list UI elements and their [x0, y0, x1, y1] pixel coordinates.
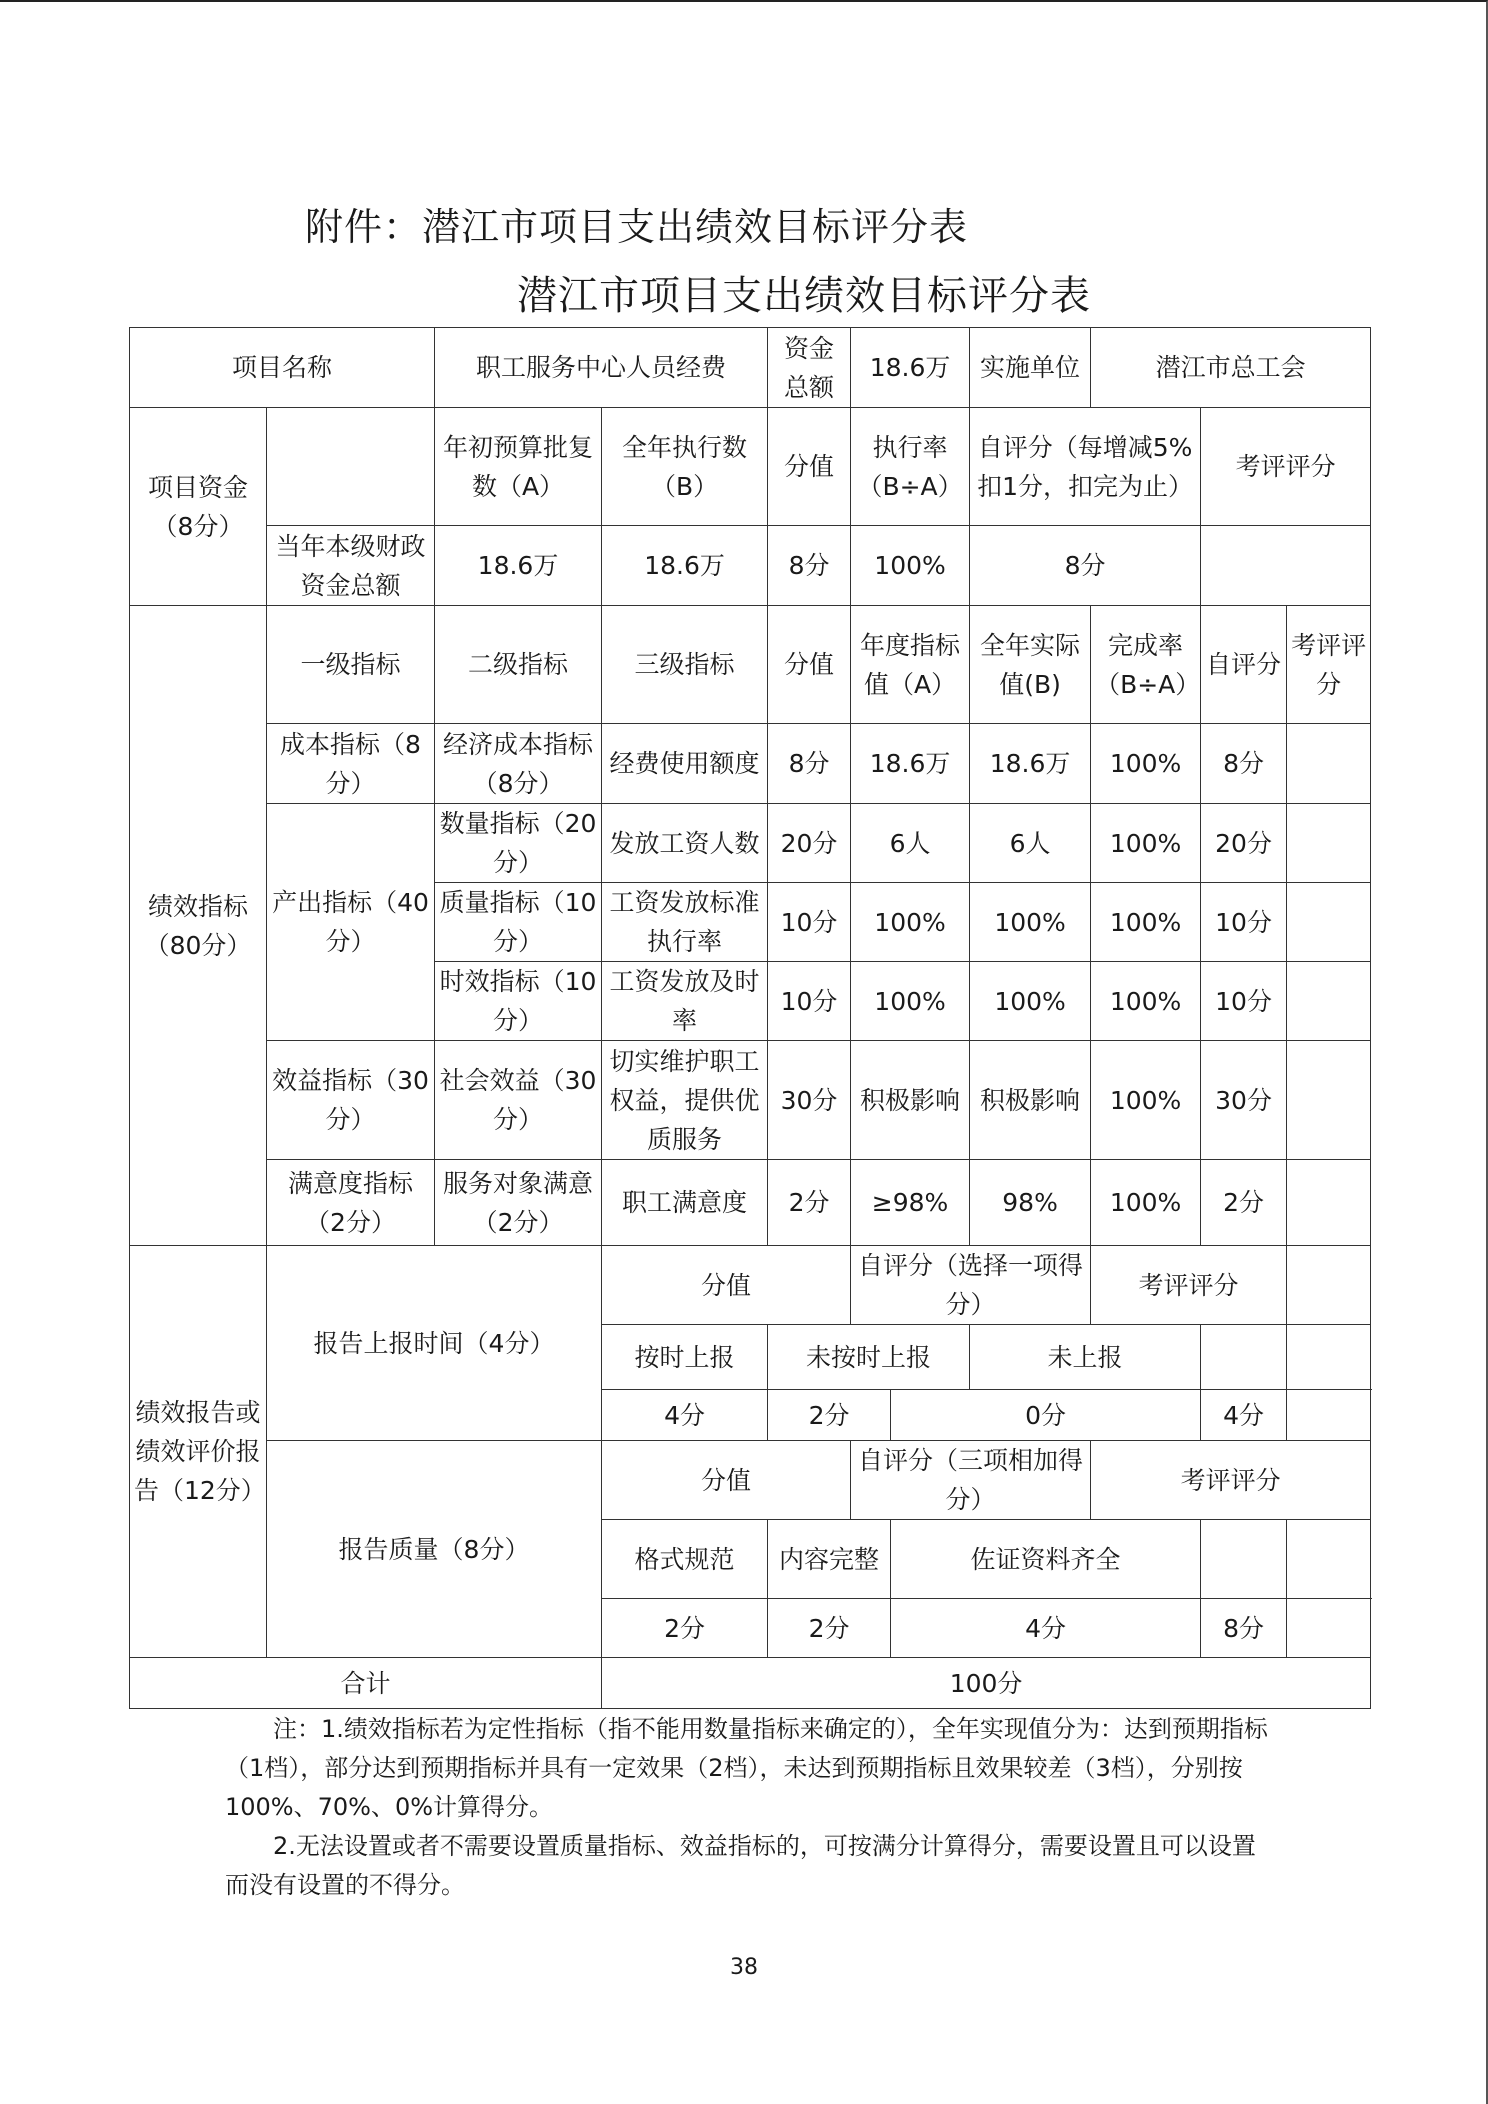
output-rate: 100%: [1091, 883, 1201, 962]
satisfaction-level2: 服务对象满意（2分）: [435, 1160, 602, 1246]
funds-col-rate: 执行率（B÷A）: [851, 408, 970, 526]
funds-row-score: 8分: [768, 526, 851, 606]
report-quality-header-row: [130, 1441, 1371, 1520]
output-level3: 发放工资人数: [602, 804, 768, 883]
quality-review-value: [1287, 1599, 1371, 1658]
output-self: 10分: [1201, 883, 1287, 962]
satisfaction-review: [1287, 1160, 1371, 1246]
funds-row-label: 当年本级财政资金总额: [267, 526, 435, 606]
satisfaction-rate: 100%: [1091, 1160, 1201, 1246]
benefit-level2: 社会效益（30分）: [435, 1041, 602, 1160]
indicators-col-level3: 三级指标: [602, 606, 768, 724]
indicators-col-self: 自评分: [1201, 606, 1287, 724]
indicators-col-review: 考评评分: [1287, 606, 1371, 724]
funds-row-budget: 18.6万: [435, 526, 602, 606]
unit-value: 潜江市总工会: [1091, 328, 1371, 408]
satisfaction-actual: 98%: [970, 1160, 1091, 1246]
indicators-col-level2: 二级指标: [435, 606, 602, 724]
timing-self-value: 4分: [1201, 1390, 1287, 1441]
note-1: 注：1.绩效指标若为定性指标（指不能用数量指标来确定的），全年实现值分为：达到预期指标（1档），部分达到预期指标并具有一定效果（2档），未达到预期指标且效果较差（3档），分别按100%、70%、0%计算得分。: [225, 1715, 1268, 1821]
funds-section-label: 项目资金（8分）: [130, 408, 267, 606]
funds-row-self: 8分: [970, 526, 1201, 606]
benefit-rate: 100%: [1091, 1041, 1201, 1160]
funds-col-score: 分值: [768, 408, 851, 526]
report-timing-header-row: [130, 1246, 1371, 1325]
output-actual: 6人: [970, 804, 1091, 883]
indicators-col-target: 年度指标值（A）: [851, 606, 970, 724]
quality-score-format: 2分: [602, 1599, 768, 1658]
report-timing-empty-cell: [1287, 1246, 1371, 1325]
funds-col-budget: 年初预算批复数（A）: [435, 408, 602, 526]
satisfaction-self: 2分: [1201, 1160, 1287, 1246]
cost-actual: 18.6万: [970, 724, 1091, 804]
funds-empty-cell: [267, 408, 435, 526]
benefit-level3: 切实维护职工权益，提供优质服务: [602, 1041, 768, 1160]
form-title: 潜江市项目支出绩效目标评分表: [517, 273, 1091, 319]
report-timing-self-header: 自评分（选择一项得分）: [851, 1246, 1091, 1325]
output-review: [1287, 883, 1371, 962]
cost-indicator-row: [130, 724, 1371, 804]
quality-score-complete: 2分: [768, 1599, 891, 1658]
timing-option-late: 未按时上报: [768, 1325, 970, 1390]
cost-target: 18.6万: [851, 724, 970, 804]
output-score: 10分: [768, 883, 851, 962]
cost-score: 8分: [768, 724, 851, 804]
report-quality-label: 报告质量（8分）: [267, 1441, 602, 1658]
satisfaction-level3: 职工满意度: [602, 1160, 768, 1246]
output-target: 100%: [851, 962, 970, 1041]
funds-col-self: 自评分（每增减5%扣1分，扣完为止）: [970, 408, 1201, 526]
funds-col-exec: 全年执行数（B）: [602, 408, 768, 526]
timing-option-ontime: 按时上报: [602, 1325, 768, 1390]
report-quality-score-header: 分值: [602, 1441, 851, 1520]
timing-options-blank: [1201, 1325, 1287, 1390]
report-quality-review-header: 考评评分: [1091, 1441, 1371, 1520]
output-actual: 100%: [970, 962, 1091, 1041]
fund-total-label: 资金总额: [768, 328, 851, 408]
total-label: 合计: [130, 1658, 602, 1709]
report-timing-label: 报告上报时间（4分）: [267, 1246, 602, 1441]
satisfaction-score: 2分: [768, 1160, 851, 1246]
quality-option-evidence: 佐证资料齐全: [891, 1520, 1201, 1599]
indicators-col-actual: 全年实际值(B): [970, 606, 1091, 724]
satisfaction-level1: 满意度指标（2分）: [267, 1160, 435, 1246]
output-target: 100%: [851, 883, 970, 962]
cost-review: [1287, 724, 1371, 804]
funds-row-rate: 100%: [851, 526, 970, 606]
benefit-indicator-row: [130, 1041, 1371, 1160]
satisfaction-indicator-row: [130, 1160, 1371, 1246]
unit-label: 实施单位: [970, 328, 1091, 408]
funds-row-review: [1201, 526, 1371, 606]
output-self: 20分: [1201, 804, 1287, 883]
benefit-score: 30分: [768, 1041, 851, 1160]
benefit-review: [1287, 1041, 1371, 1160]
indicators-col-level1: 一级指标: [267, 606, 435, 724]
output-level3: 工资发放标准执行率: [602, 883, 768, 962]
output-review: [1287, 804, 1371, 883]
funds-row-exec: 18.6万: [602, 526, 768, 606]
output-indicator-row: [130, 804, 1371, 883]
report-timing-review-header: 考评评分: [1091, 1246, 1287, 1325]
attachment-title: 附件：潜江市项目支出绩效目标评分表: [305, 205, 969, 249]
cost-self: 8分: [1201, 724, 1287, 804]
quality-score-evidence: 4分: [891, 1599, 1201, 1658]
quality-options-blank: [1201, 1520, 1287, 1599]
output-level2: 数量指标（20分）: [435, 804, 602, 883]
timing-option-none: 未上报: [970, 1325, 1201, 1390]
funds-col-review: 考评评分: [1201, 408, 1371, 526]
cost-level1: 成本指标（8分）: [267, 724, 435, 804]
benefit-level1: 效益指标（30分）: [267, 1041, 435, 1160]
indicators-col-score: 分值: [768, 606, 851, 724]
indicators-header-row: [130, 606, 1371, 724]
output-level2: 质量指标（10分）: [435, 883, 602, 962]
satisfaction-target: ≥98%: [851, 1160, 970, 1246]
note-2: 2.无法设置或者不需要设置质量指标、效益指标的，可按满分计算得分，需要设置且可以设置而没有设置的不得分。: [225, 1832, 1256, 1899]
quality-self-value: 8分: [1201, 1599, 1287, 1658]
output-target: 6人: [851, 804, 970, 883]
timing-options-blank: [1287, 1325, 1371, 1390]
evaluation-table: [129, 327, 1371, 1709]
cost-level2: 经济成本指标（8分）: [435, 724, 602, 804]
indicators-section-label: 绩效指标（80分）: [130, 606, 267, 1246]
project-name-value: 职工服务中心人员经费: [435, 328, 768, 408]
funds-header-row: [130, 408, 1371, 526]
output-review: [1287, 962, 1371, 1041]
benefit-self: 30分: [1201, 1041, 1287, 1160]
timing-score-late: 2分: [768, 1390, 891, 1441]
output-score: 20分: [768, 804, 851, 883]
indicators-col-rate: 完成率（B÷A）: [1091, 606, 1201, 724]
total-value: 100分: [602, 1658, 1371, 1709]
notes: [225, 1710, 1275, 1905]
report-timing-score-header: 分值: [602, 1246, 851, 1325]
cost-level3: 经费使用额度: [602, 724, 768, 804]
benefit-target: 积极影响: [851, 1041, 970, 1160]
cost-rate: 100%: [1091, 724, 1201, 804]
timing-review-value: [1287, 1390, 1371, 1441]
total-row: [130, 1658, 1371, 1709]
output-self: 10分: [1201, 962, 1287, 1041]
quality-option-format: 格式规范: [602, 1520, 768, 1599]
timing-score-none: 0分: [891, 1390, 1201, 1441]
timing-score-ontime: 4分: [602, 1390, 768, 1441]
report-section-label: 绩效报告或绩效评价报告（12分）: [130, 1246, 267, 1658]
header-row: [130, 328, 1371, 408]
output-level3: 工资发放及时率: [602, 962, 768, 1041]
fund-total-value: 18.6万: [851, 328, 970, 408]
output-actual: 100%: [970, 883, 1091, 962]
project-name-label: 项目名称: [130, 328, 435, 408]
report-quality-self-header: 自评分（三项相加得分）: [851, 1441, 1091, 1520]
output-rate: 100%: [1091, 804, 1201, 883]
quality-options-blank: [1287, 1520, 1371, 1599]
quality-option-complete: 内容完整: [768, 1520, 891, 1599]
page-number: 38: [730, 1955, 758, 1980]
output-score: 10分: [768, 962, 851, 1041]
benefit-actual: 积极影响: [970, 1041, 1091, 1160]
output-level1: 产出指标（40分）: [267, 804, 435, 1041]
output-level2: 时效指标（10分）: [435, 962, 602, 1041]
output-rate: 100%: [1091, 962, 1201, 1041]
funds-value-row: [130, 526, 1371, 606]
